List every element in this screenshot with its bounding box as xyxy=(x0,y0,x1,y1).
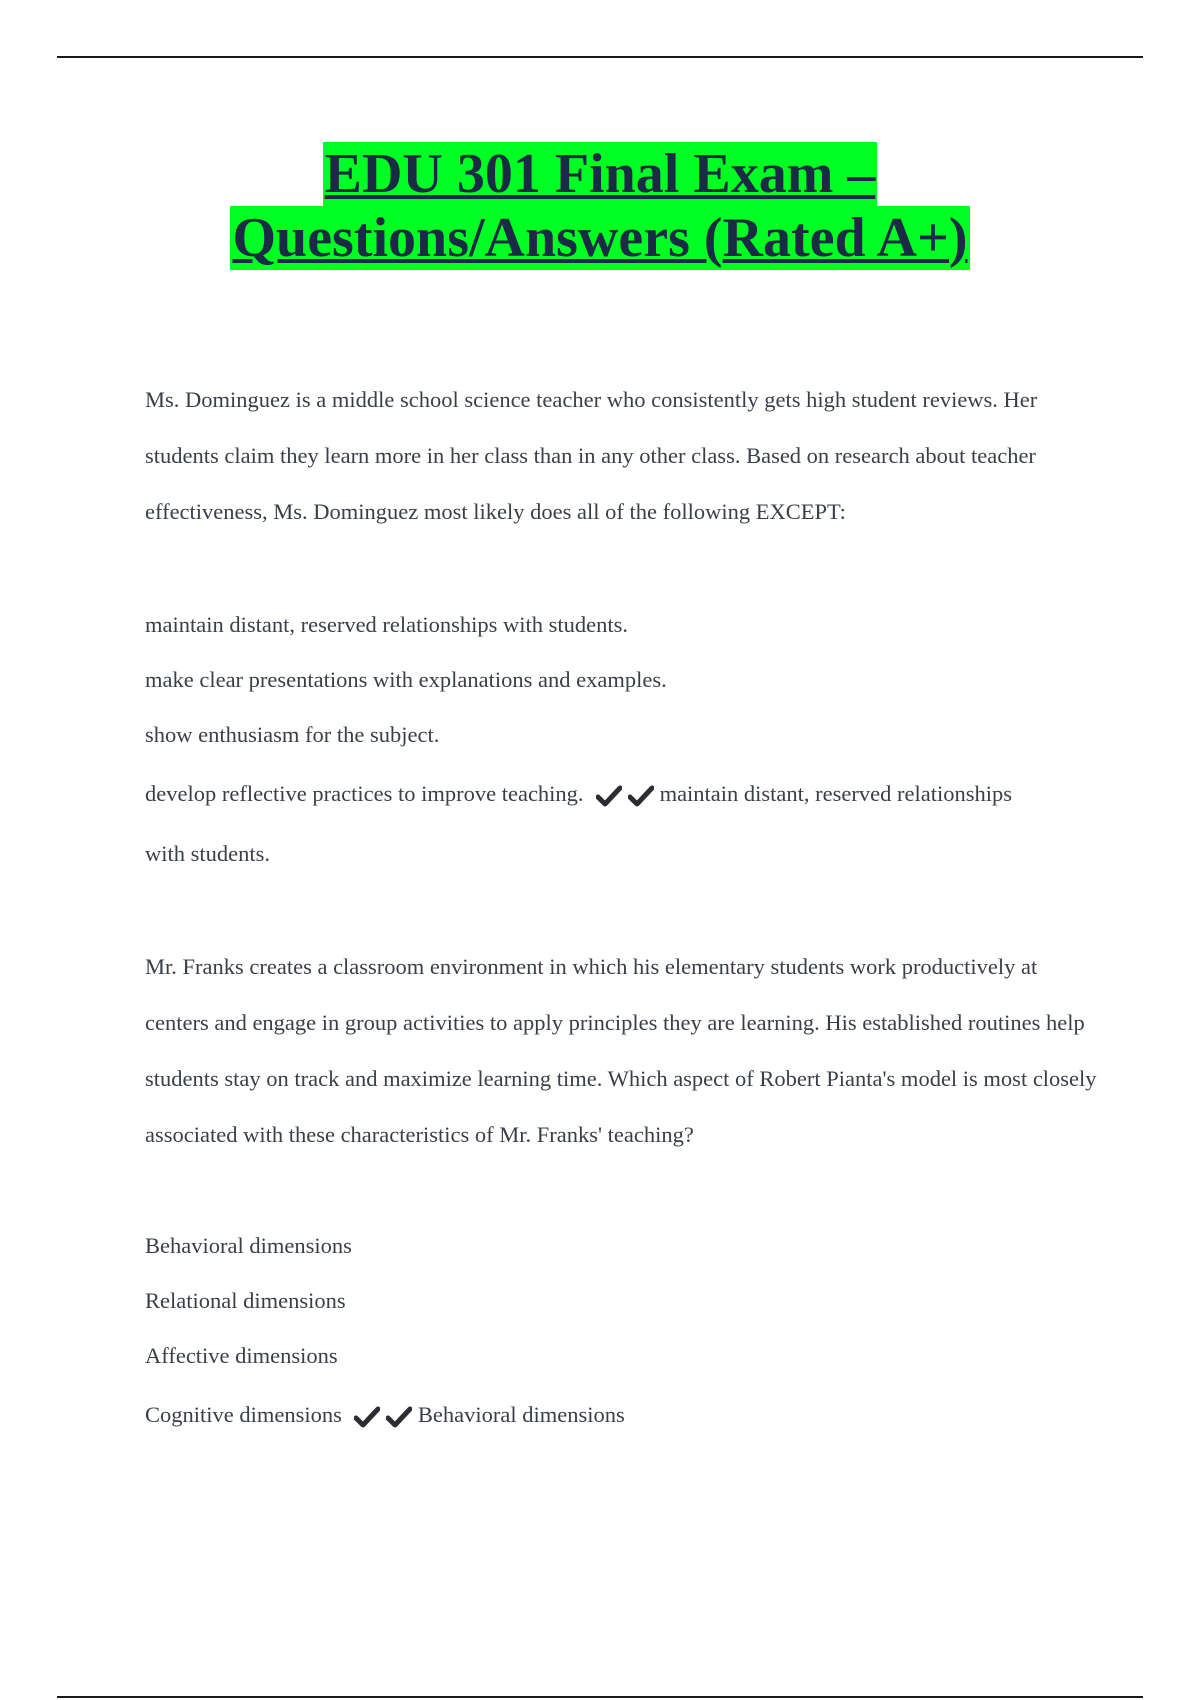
top-rule xyxy=(57,56,1143,58)
question-1-option-4-with-answer xyxy=(145,779,1012,809)
question-2-option-4: Cognitive dimensions xyxy=(145,1402,342,1427)
question-1-prompt: Ms. Dominguez is a middle school science teacher who consistently gets high student reviews. Her students claim they learn more in her class than in any other class. Based on research about teacher effectiveness, Ms. Dominguez most likely does all of the following EXCEPT: xyxy=(145,387,1038,524)
title-line-1: EDU 301 Final Exam – xyxy=(324,143,876,205)
question-1-option-2: make clear presentations with explanations and examples. xyxy=(145,667,667,692)
question-2-option-2: Relational dimensions xyxy=(145,1288,346,1313)
question-2-option-4-with-answer xyxy=(145,1400,625,1430)
question-2-answer: Behavioral dimensions xyxy=(417,1402,625,1427)
bottom-rule xyxy=(57,1696,1143,1698)
question-1-option-4: develop reflective practices to improve teaching. xyxy=(145,781,584,806)
question-2-prompt: Mr. Franks creates a classroom environment in which his elementary students work productively at centers and engage in group activities to apply principles they are learning. His established routines help students stay on track and maximize learning time. Which aspect of Robert Pianta's model is most closely associated with these characteristics of Mr. Franks' teaching? xyxy=(145,954,1097,1147)
question-2-option-3: Affective dimensions xyxy=(145,1343,338,1368)
question-1-answer: maintain distant, reserved relationships xyxy=(659,781,1012,806)
question-1-option-3: show enthusiasm for the subject. xyxy=(145,722,440,747)
document-title xyxy=(0,142,1200,270)
checkmark-icon xyxy=(386,1406,412,1428)
checkmark-icon xyxy=(596,785,622,807)
checkmark-icon xyxy=(354,1406,380,1428)
checkmark-icon xyxy=(628,785,654,807)
title-line-2: Questions/Answers (Rated A+) xyxy=(232,207,968,269)
question-1-answer-continued: with students. xyxy=(145,841,271,866)
question-2-option-1: Behavioral dimensions xyxy=(145,1233,352,1258)
question-1-option-1: maintain distant, reserved relationships with students. xyxy=(145,612,629,637)
